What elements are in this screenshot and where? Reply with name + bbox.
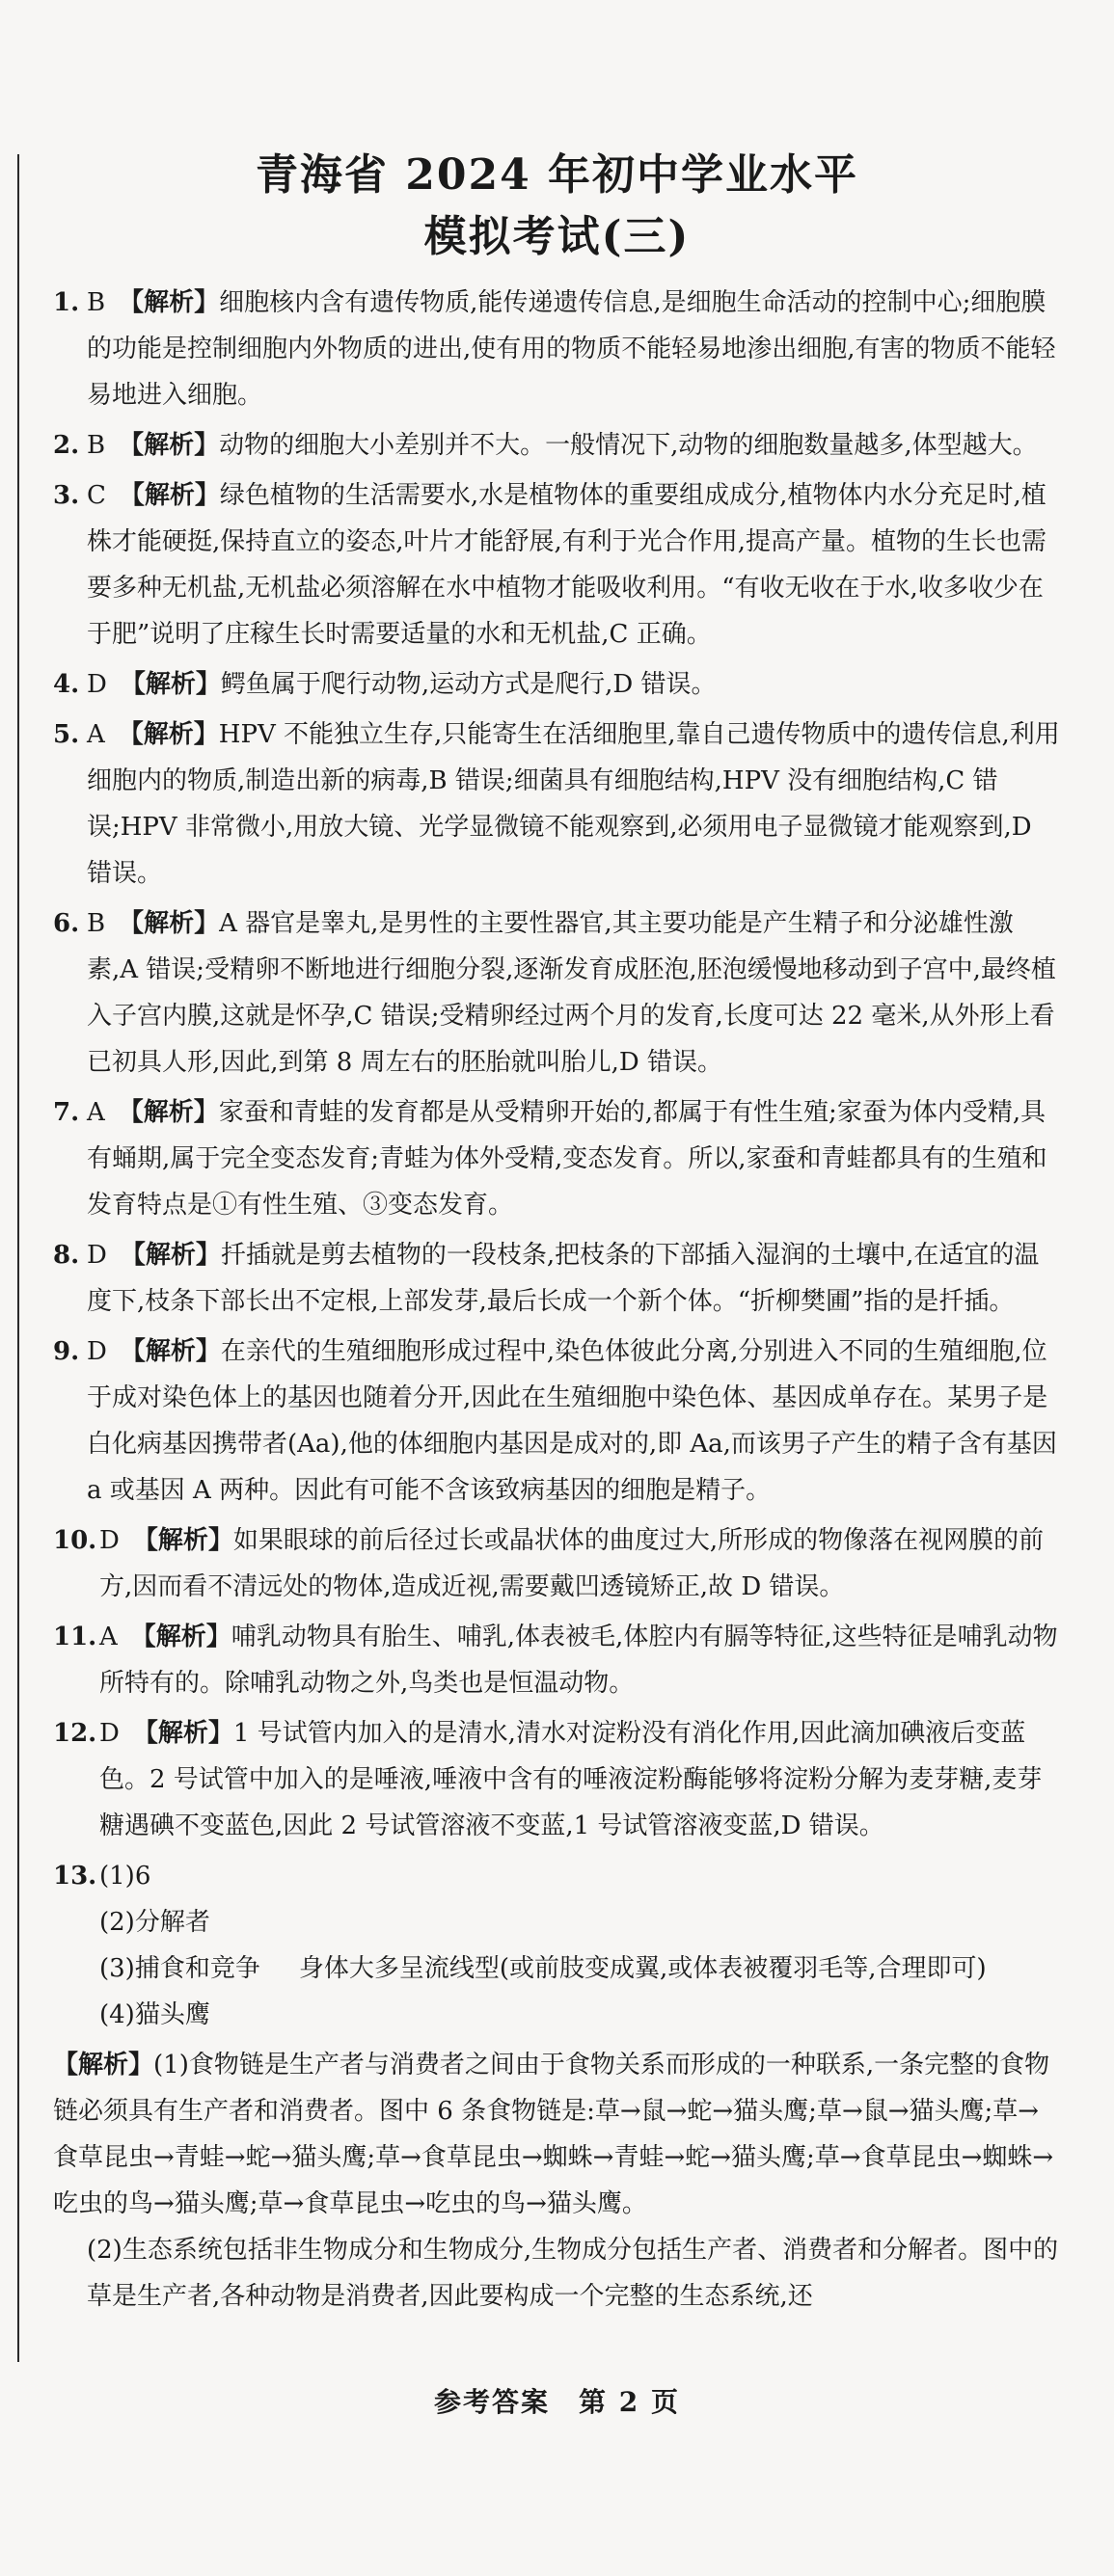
analysis-tag: 【解析】 xyxy=(53,2051,154,2080)
item-number: 3. xyxy=(53,481,80,510)
analysis-tag: 【解析】 xyxy=(119,431,220,460)
answer-content xyxy=(53,280,1061,2320)
analysis-tag: 【解析】 xyxy=(119,481,220,510)
q13-answer-1: (1)6 xyxy=(99,1862,151,1891)
analysis-tag: 【解析】 xyxy=(120,1241,221,1270)
item-analysis: 扦插就是剪去植物的一段枝条,把枝条的下部插入湿润的土壤中,在适宜的温度下,枝条下部长出不定根,上部发芽,最后长成一个新个体。“折柳樊圃”指的是扦插。 xyxy=(87,1241,1040,1316)
item-number: 10. xyxy=(53,1526,97,1555)
item-number: 2. xyxy=(53,431,80,460)
item-number: 9. xyxy=(53,1337,80,1366)
answer-item-13 xyxy=(53,1853,1061,2038)
item-answer: D xyxy=(99,1719,120,1748)
answer-item-10 xyxy=(53,1517,1061,1610)
analysis-tag: 【解析】 xyxy=(118,1098,219,1127)
item-analysis: 1 号试管内加入的是清水,清水对淀粉没有消化作用,因此滴加碘液后变蓝色。2 号试管中加入的是唾液,唾液中含有的唾液淀粉酶能够将淀粉分解为麦芽糖,麦芽糖遇碘不变蓝色,因此 2 号试管溶液不变蓝,1 号试管溶液变蓝,D 错误。 xyxy=(99,1719,1043,1840)
item-analysis: 鳄鱼属于爬行动物,运动方式是爬行,D 错误。 xyxy=(220,670,717,699)
item-analysis: 家蚕和青蛙的发育都是从受精卵开始的,都属于有性生殖;家蚕为体内受精,具有蛹期,属于完全变态发育;青蛙为体外受精,变态发育。所以,家蚕和青蛙都具有的生殖和发育特点是①有性生殖、③变态发育。 xyxy=(87,1098,1047,1220)
analysis-tag: 【解析】 xyxy=(132,1719,233,1748)
item-answer: B xyxy=(87,288,106,317)
title-block xyxy=(0,145,1114,268)
page-title-line2: 模拟考试(三) xyxy=(423,212,691,261)
item-number: 1. xyxy=(53,288,80,317)
item-answer: B xyxy=(87,431,106,460)
answer-item-3 xyxy=(53,472,1061,657)
analysis-tag: 【解析】 xyxy=(130,1623,231,1651)
answer-item-12 xyxy=(53,1710,1061,1849)
item-answer: C xyxy=(87,481,106,510)
analysis-tag: 【解析】 xyxy=(119,288,220,317)
item-analysis: 哺乳动物具有胎生、哺乳,体表被毛,体腔内有膈等特征,这些特征是哺乳动物所特有的。除哺乳动物之外,鸟类也是恒温动物。 xyxy=(99,1623,1058,1698)
item-analysis: A 器官是睾丸,是男性的主要性器官,其主要功能是产生精子和分泌雄性激素,A 错误;受精卵不断地进行细胞分裂,逐渐发育成胚泡,胚泡缓慢地移动到子宫中,最终植入子宫内膜,这就是怀孕,C 错误;受精卵经过两个月的发育,长度可达 22 毫米,从外形上看已初具人形,因此,到第 8 周左右的胚胎就叫胎儿,D 错误。 xyxy=(87,909,1056,1077)
q13-analysis-1: (1)食物链是生产者与消费者之间由于食物关系而形成的一种联系,一条完整的食物链必须具有生产者和消费者。图中 6 条食物链是:草→鼠→蛇→猫头鹰;草→鼠→猫头鹰;草→食草昆虫→青蛙→蛇→猫头鹰;草→食草昆虫→蜘蛛→青蛙→蛇→猫头鹰;草→食草昆虫→蜘蛛→吃虫的鸟→猫头鹰;草→食草昆虫→吃虫的鸟→猫头鹰。 xyxy=(53,2051,1054,2218)
q13-analysis-2: (2)生态系统包括非生物成分和生物成分,生物成分包括生产者、消费者和分解者。图中的草是生产者,各种动物是消费者,因此要构成一个完整的生态系统,还 xyxy=(87,2236,1059,2311)
answer-item-7 xyxy=(53,1089,1061,1228)
analysis-tag: 【解析】 xyxy=(120,1337,221,1366)
q13-answer-2: (2)分解者 xyxy=(99,1908,210,1937)
item-answer: D xyxy=(99,1526,120,1555)
left-margin-rule xyxy=(17,154,19,2362)
q13-answer-3-part2: 身体大多呈流线型(或前肢变成翼,或体表被覆羽毛等,合理即可) xyxy=(298,1954,987,1983)
item-analysis: HPV 不能独立生存,只能寄生在活细胞里,靠自己遗传物质中的遗传信息,利用细胞内的物质,制造出新的病毒,B 错误;细菌具有细胞结构,HPV 没有细胞结构,C 错误;HPV 非常微小,用放大镜、光学显微镜不能观察到,必须用电子显微镜才能观察到,D 错误。 xyxy=(87,720,1060,888)
q13-answer-3 xyxy=(99,1945,1061,1992)
item-number: 12. xyxy=(53,1719,97,1748)
item-answer: B xyxy=(87,909,106,938)
item-number: 7. xyxy=(53,1098,80,1127)
answer-item-1 xyxy=(53,280,1061,418)
answer-item-9 xyxy=(53,1328,1061,1514)
analysis-tag: 【解析】 xyxy=(132,1526,233,1555)
analysis-tag: 【解析】 xyxy=(120,670,221,699)
item-analysis: 绿色植物的生活需要水,水是植物体的重要组成成分,植物体内水分充足时,植株才能硬挺,保持直立的姿态,叶片才能舒展,有利于光合作用,提高产量。植物的生长也需要多种无机盐,无机盐必须溶解在水中植物才能吸收利用。“有收无收在于水,收多收少在于肥”说明了庄稼生长时需要适量的水和无机盐,C 正确。 xyxy=(87,481,1047,649)
answer-item-4 xyxy=(53,661,1061,708)
q13-answer-3-part1: (3)捕食和竞争 xyxy=(99,1954,260,1983)
answer-item-11 xyxy=(53,1614,1061,1706)
item-number: 5. xyxy=(53,720,80,749)
item-analysis: 在亲代的生殖细胞形成过程中,染色体彼此分离,分别进入不同的生殖细胞,位于成对染色体上的基因也随着分开,因此在生殖细胞中染色体、基因成单存在。某男子是白化病基因携带者(Aa),他的体细胞内基因是成对的,即 Aa,而该男子产生的精子含有基因 a 或基因 A 两种。因此有可能不含该致病基因的细胞是精子。 xyxy=(87,1337,1057,1505)
item-answer: A xyxy=(87,1098,105,1127)
q13-analysis xyxy=(53,2042,1061,2227)
page-footer: 参考答案 第 2 页 xyxy=(434,2386,680,2418)
item-number: 8. xyxy=(53,1241,80,1270)
page-title-line1: 青海省 2024 年初中学业水平 xyxy=(255,150,859,200)
analysis-tag: 【解析】 xyxy=(119,909,220,938)
answer-item-5 xyxy=(53,711,1061,897)
item-number: 4. xyxy=(53,670,80,699)
item-number: 6. xyxy=(53,909,80,938)
item-answer: D xyxy=(87,1337,107,1366)
answer-item-2 xyxy=(53,422,1061,469)
item-analysis: 动物的细胞大小差别并不大。一般情况下,动物的细胞数量越多,体型越大。 xyxy=(219,431,1038,460)
item-number: 13. xyxy=(53,1862,97,1891)
q13-answer-4: (4)猫头鹰 xyxy=(99,2000,210,2029)
item-analysis: 细胞核内含有遗传物质,能传递遗传信息,是细胞生命活动的控制中心;细胞膜的功能是控制细胞内外物质的进出,使有用的物质不能轻易地渗出细胞,有害的物质不能轻易地进入细胞。 xyxy=(87,288,1056,410)
item-analysis: 如果眼球的前后径过长或晶状体的曲度过大,所形成的物像落在视网膜的前方,因而看不清远处的物体,造成近视,需要戴凹透镜矫正,故 D 错误。 xyxy=(99,1526,1045,1601)
answer-item-8 xyxy=(53,1232,1061,1325)
answer-item-6 xyxy=(53,900,1061,1086)
item-answer: A xyxy=(99,1623,118,1651)
item-answer: A xyxy=(87,720,105,749)
item-answer: D xyxy=(87,670,107,699)
item-answer: D xyxy=(87,1241,107,1270)
analysis-tag: 【解析】 xyxy=(118,720,219,749)
item-number: 11. xyxy=(53,1623,97,1651)
